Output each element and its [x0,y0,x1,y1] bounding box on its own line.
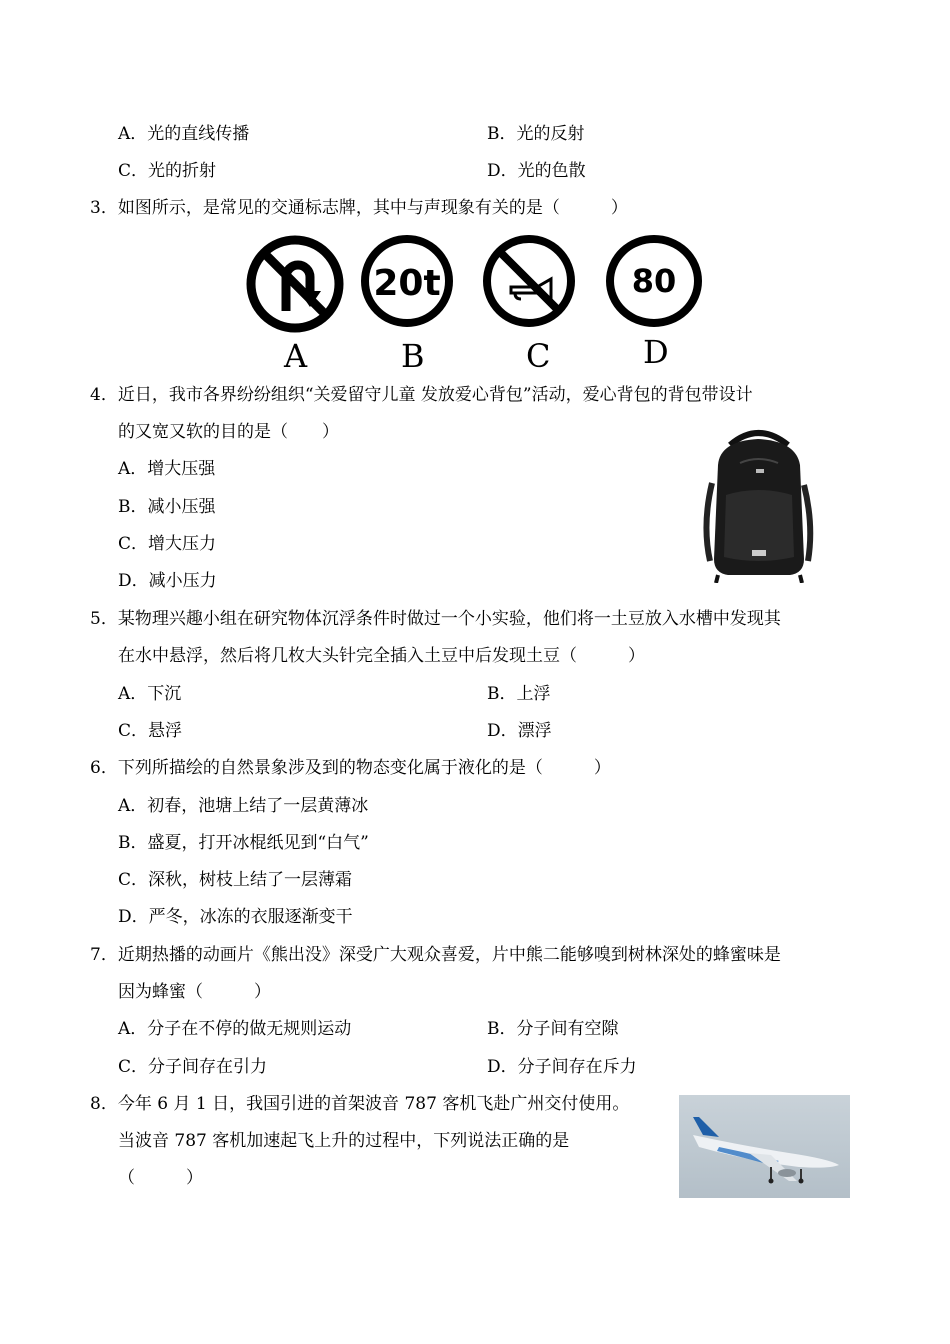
sign-a-letter: A [284,337,308,375]
q6-option-d: D．严冬，冰冻的衣服逐渐变干 [118,907,353,927]
airplane-photo [679,1095,850,1198]
sign-d-text: 80 [631,262,677,300]
q7-stem-line2: 因为蜂蜜（ ） [118,982,271,1002]
q6-option-a: A．初春，池塘上结了一层黄薄冰 [118,796,369,816]
speed-limit-icon [604,232,704,330]
q2-option-b: B．光的反射 [487,124,585,144]
q5-stem-line1: 5．某物理兴趣小组在研究物体沉浮条件时做过一个小实验，他们将一土豆放入水槽中发现其 [90,609,781,629]
no-horn-icon [481,233,577,329]
q7-option-d: D．分子间存在斥力 [487,1057,637,1077]
sign-b-letter: B [401,337,425,375]
q4-option-d: D．减小压力 [118,571,217,591]
sign-b-text: 20t [373,263,441,304]
q7-stem-line1: 7．近期热播的动画片《熊出没》深受广大观众喜爱，片中熊二能够嗅到树林深处的蜂蜜味是 [90,945,781,965]
q7-option-a: A．分子在不停的做无规则运动 [118,1019,352,1039]
q5-stem-line2: 在水中悬浮，然后将几枚大头针完全插入土豆中后发现土豆（ ） [118,646,645,666]
q2-option-a: A．光的直线传播 [118,124,250,144]
q8-stem-line3: （ ） [118,1168,203,1188]
weight-limit-icon [359,233,455,329]
backpack-photo [700,425,818,583]
q2-option-c: C．光的折射 [118,161,217,181]
q5-option-b: B．上浮 [487,684,551,704]
q5-option-d: D．漂浮 [487,721,552,741]
q4-option-c: C．增大压力 [118,534,217,554]
q6-option-b: B．盛夏，打开冰棍纸见到“白气” [118,833,369,853]
q4-option-a: A．增大压强 [118,459,216,479]
q5-option-a: A．下沉 [118,684,182,704]
q8-stem-line2: 当波音 787 客机加速起飞上升的过程中，下列说法正确的是 [118,1131,570,1151]
q3-stem: 3．如图所示，是常见的交通标志牌，其中与声现象有关的是（ ） [90,198,628,218]
sign-c-letter: C [526,337,551,375]
q6-stem: 6．下列所描绘的自然景象涉及到的物态变化属于液化的是（ ） [90,758,611,778]
sign-d-letter: D [643,333,669,371]
q7-option-c: C．分子间存在引力 [118,1057,268,1077]
q4-option-b: B．减小压强 [118,497,216,517]
q2-option-d: D．光的色散 [487,161,586,181]
q4-stem-line1: 4．近日，我市各界纷纷组织“关爱留守儿童 发放爱心背包”活动，爱心背包的背包带设计 [90,385,753,405]
q5-option-c: C．悬浮 [118,721,183,741]
no-u-turn-icon [244,233,346,335]
q6-option-c: C．深秋，树枝上结了一层薄霜 [118,870,353,890]
q4-stem-line2: 的又宽又软的目的是（ ） [118,422,339,442]
q7-option-b: B．分子间有空隙 [487,1019,619,1039]
q8-stem-line1: 8．今年 6 月 1 日，我国引进的首架波音 787 客机飞赴广州交付使用。 [90,1094,630,1114]
